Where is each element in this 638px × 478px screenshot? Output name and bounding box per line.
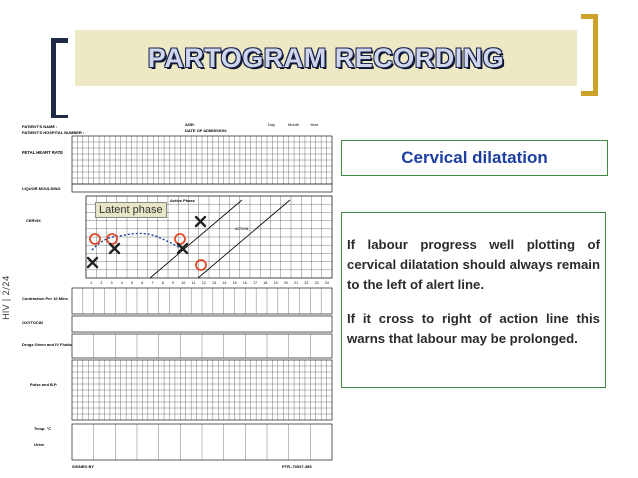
slide-title: PARTOGRAM RECORDING: [147, 42, 505, 73]
hour-number: 14: [222, 281, 227, 285]
hour-number: 10: [181, 281, 186, 285]
hour-number: 24: [324, 281, 329, 285]
hour-number: 16: [242, 281, 247, 285]
explanation-paragraph-2: If it cross to right of action line this warns that labour may be prolonged.: [347, 311, 600, 346]
hour-number: 8: [161, 281, 164, 285]
hour-number: 13: [212, 281, 217, 285]
admission-label: DATE OF ADMISSION:: [185, 128, 228, 133]
explanation-paragraph-1: If labour progress well plotting of cervical dilatation should always remain to the left of alert line.: [347, 237, 600, 292]
patient-name-label: PATIENT'S NAME :: [22, 124, 58, 129]
hour-number: 1: [90, 281, 93, 285]
age-label: AGE:: [185, 122, 195, 127]
hour-number: 3: [110, 281, 113, 285]
hour-number: 18: [263, 281, 268, 285]
oxytocin-label: OXYTOCIN: [22, 320, 43, 325]
hour-number: 7: [151, 281, 154, 285]
year-label: Year: [310, 122, 319, 127]
cervical-dilatation-heading: Cervical dilatation: [401, 148, 548, 167]
partogram-chart: [20, 118, 338, 470]
hour-number: 9: [172, 281, 175, 285]
hour-number: 17: [253, 281, 258, 285]
active-phase-label: Active Phase: [170, 198, 195, 203]
temp-label: Temp. °C: [34, 426, 52, 431]
contractions-label: Contraction Per 10 Mins: [22, 296, 68, 301]
hour-number: 22: [304, 281, 309, 285]
hour-number: 21: [294, 281, 299, 285]
hour-number: 2: [100, 281, 103, 285]
handwritten-side-note: HIV | 2/24: [2, 275, 12, 320]
drugs-label: Drugs Given and IV Fluids: [22, 342, 72, 347]
pulse-label: Pulse and B.P.: [30, 382, 58, 387]
signed-label: SIGNED BY: [72, 464, 95, 469]
hour-number: 6: [141, 281, 144, 285]
hour-number: 20: [283, 281, 288, 285]
hour-number: 4: [120, 281, 123, 285]
hour-number: 19: [273, 281, 278, 285]
cervix-label: CERVIX: [26, 218, 41, 223]
title-banner: [75, 30, 577, 86]
cervical-dilatation-heading-box: [341, 140, 608, 176]
left-bracket-decoration: [51, 38, 68, 120]
hour-number: 5: [131, 281, 134, 285]
action-text: ACTION: [235, 227, 249, 231]
hospital-number-label: PATIENT'S HOSPITAL NUMBER :: [22, 130, 85, 135]
footer-code: PTR.-70537-385: [282, 464, 312, 469]
hour-number: 15: [232, 281, 237, 285]
right-bracket-decoration: [581, 14, 598, 96]
fetal-heart-label: FETAL HEART RATE: [22, 150, 63, 155]
month-label: Month: [288, 122, 300, 127]
day-label: Day: [268, 122, 276, 127]
urine-label: Urine: [34, 442, 45, 447]
latent-phase-label: Latent phase: [95, 202, 167, 218]
hour-number: 11: [191, 281, 196, 285]
liquor-label: LIQUOR MOULDING: [22, 186, 61, 191]
hour-number: 12: [201, 281, 206, 285]
explanation-box: [341, 212, 606, 388]
hour-number: 23: [314, 281, 319, 285]
